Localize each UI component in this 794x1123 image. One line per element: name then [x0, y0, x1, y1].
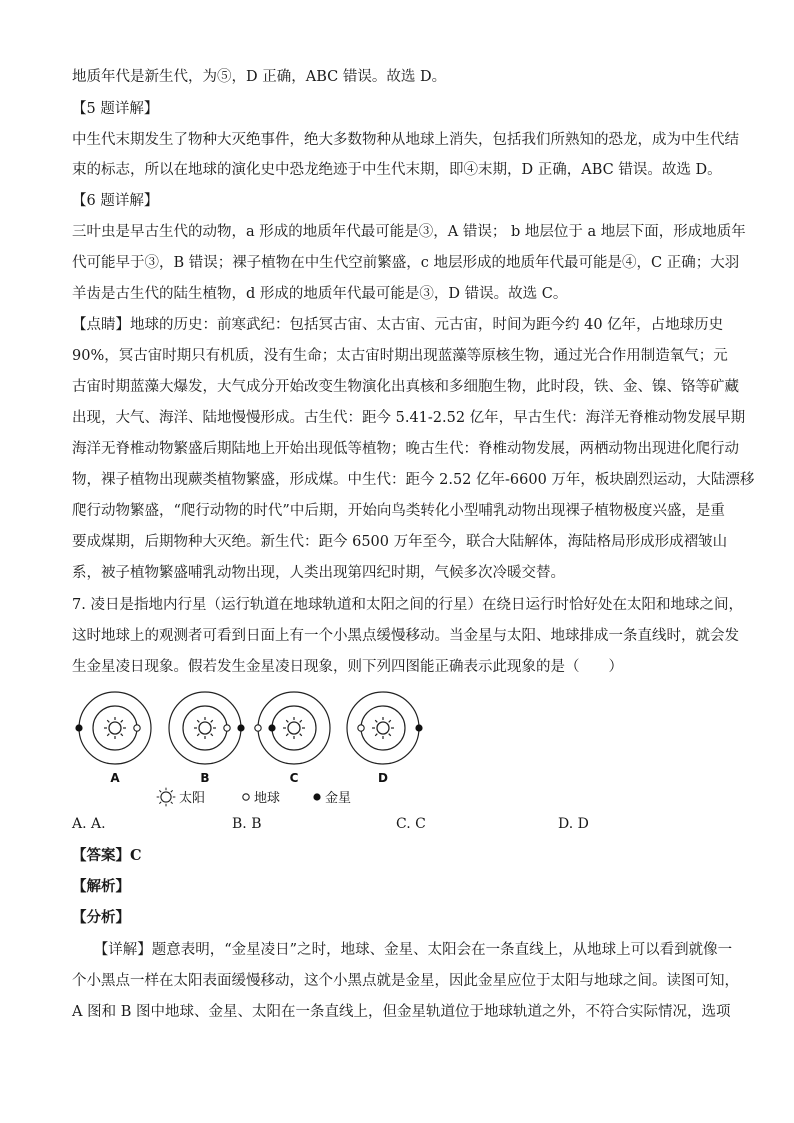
tip-heading-line: 【点睛】地球的历史：前寒武纪：包括冥古宙、太古宙、元古宙，时间为距今约 40 亿年，占地球历史	[72, 317, 724, 333]
text-line: 系，被子植物繁盛哺乳动物出现，人类出现第四纪时期，气候多次冷暖交替。	[72, 565, 565, 581]
text-line: 90%，冥古宙时期只有机质，没有生命；太古宙时期出现蓝藻等原核生物，通过光合作用制造氧气；元	[72, 348, 728, 364]
text-line: 束的标志，所以在地球的演化史中恐龙绝迹于中生代末期，即④末期，D 正确，ABC 错误。故选 D。	[72, 162, 722, 178]
question-line: 7. 凌日是指地内行星（运行轨道在地球轨道和太阳之间的行星）在绕日运行时恰好处在太阳和地球之间，	[72, 597, 743, 613]
section-heading: 【6 题详解】	[72, 193, 159, 209]
orbit-figure	[70, 690, 440, 810]
legend-sun: 太阳	[179, 791, 206, 806]
text-line: 古宙时期蓝藻大爆发，大气成分开始改变生物演化出真核和多细胞生物，此时段，铁、金、镍、铬等矿藏	[72, 379, 739, 395]
analysis-heading: 【解析】	[72, 878, 130, 895]
option-b[interactable]: B. B	[232, 816, 262, 832]
text-line: 海洋无脊椎动物繁盛后期陆地上开始出现低等植物；晚古生代：脊椎动物发展，两栖动物出现进化爬行动	[72, 441, 739, 457]
answer-label: 【答案】C	[72, 847, 142, 864]
detail-line: A 图和 B 图中地球、金星、太阳在一条直线上，但金星轨道位于地球轨道之外，不符合实际情况，选项	[72, 1004, 731, 1020]
text-line: 代可能早于③，B 错误；裸子植物在中生代空前繁盛，c 地层形成的地质年代最可能是④，C 正确；大羽	[72, 255, 740, 271]
question-line: 这时地球上的观测者可看到日面上有一个小黑点缓慢移动。当金星与太阳、地球排成一条直线时，就会发	[72, 628, 739, 644]
diagram-b	[169, 692, 245, 764]
venus-icon	[313, 793, 320, 800]
detail-line: 个小黑点一样在太阳表面缓慢移动，这个小黑点就是金星，因此金星应位于太阳与地球之间。读图可知，	[72, 973, 739, 989]
earth-icon	[243, 794, 249, 800]
detail-line: 【详解】题意表明，“金星凌日”之时，地球、金星、太阳会在一条直线上，从地球上可以看到就像一	[72, 942, 733, 958]
legend-venus: 金星	[325, 791, 352, 806]
label-b: B	[200, 771, 210, 785]
option-a[interactable]: A. A.	[72, 816, 106, 832]
label-c: C	[289, 771, 299, 785]
text-line: 物，裸子植物出现蕨类植物繁盛，形成煤。中生代：距今 2.52 亿年-6600 万年，板块剧烈运动，大陆漂移	[72, 472, 755, 488]
text-line: 三叶虫是早古生代的动物，a 形成的地质年代最可能是③，A 错误； b 地层位于 a 地层下面，形成地质年	[72, 224, 746, 240]
text-line: 要成煤期，后期物种大灭绝。新生代：距今 6500 万年至今，联合大陆解体，海陆格局形成形成褶皱山	[72, 534, 728, 550]
figure-legend	[157, 788, 351, 807]
text-line: 爬行动物繁盛，“爬行动物的时代”中后期，开始向鸟类转化小型哺乳动物出现裸子植物极度兴盛，是重	[72, 503, 725, 519]
analysis-subheading: 【分析】	[72, 909, 130, 926]
question-line: 生金星凌日现象。假若发生金星凌日现象，则下列四图能正确表示此现象的是（ ）	[72, 659, 623, 675]
option-d[interactable]: D. D	[558, 816, 589, 832]
text-line: 羊齿是古生代的陆生植物，d 形成的地质年代最可能是③，D 错误。故选 C。	[72, 286, 568, 302]
section-heading: 【5 题详解】	[72, 101, 159, 117]
diagram-a	[75, 692, 151, 764]
diagram-d	[347, 692, 423, 764]
option-c[interactable]: C. C	[396, 816, 426, 832]
label-d: D	[378, 771, 388, 785]
text-line: 出现，大气、海洋、陆地慢慢形成。古生代：距今 5.41-2.52 亿年，早古生代：海洋无脊椎动物发展早期	[72, 410, 746, 426]
diagram-c	[255, 692, 330, 764]
text-line: 地质年代是新生代，为⑤，D 正确，ABC 错误。故选 D。	[72, 69, 447, 85]
label-a: A	[110, 771, 120, 785]
text-line: 中生代末期发生了物种大灭绝事件，绝大多数物种从地球上消失，包括我们所熟知的恐龙，成为中生代结	[72, 132, 739, 148]
legend-earth: 地球	[254, 791, 281, 806]
sun-icon	[157, 788, 176, 807]
